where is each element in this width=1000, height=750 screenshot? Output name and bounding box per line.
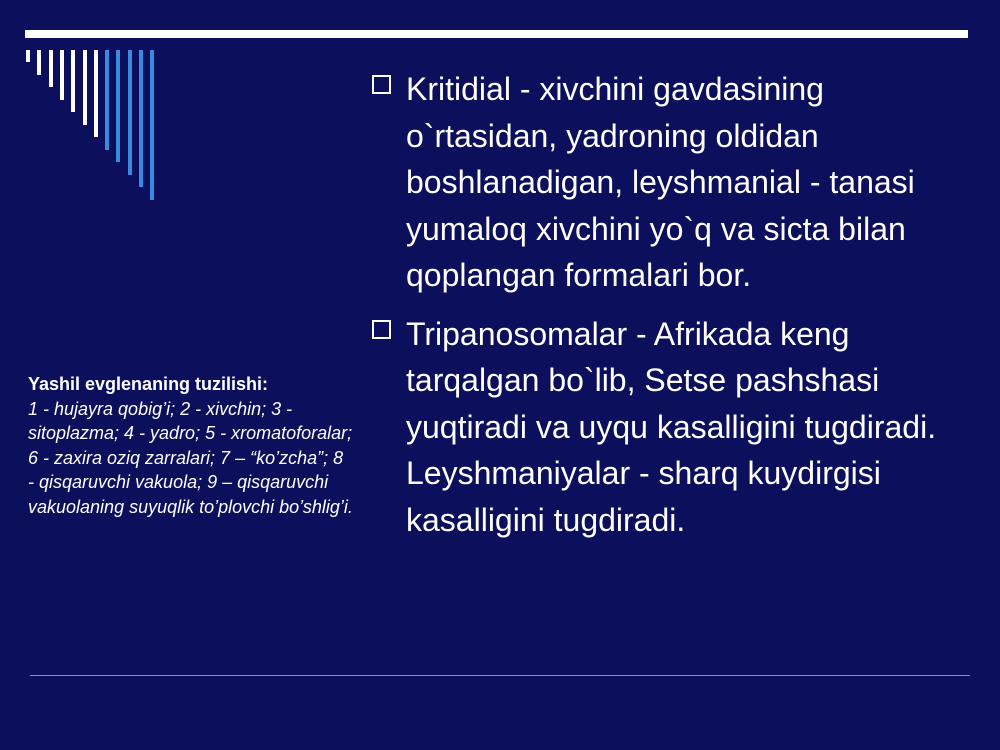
decorative-stripes bbox=[26, 50, 166, 205]
caption-title: Yashil evglenaning tuzilishi: bbox=[28, 374, 269, 394]
decorative-stripe bbox=[139, 50, 143, 187]
top-rule bbox=[25, 30, 968, 38]
bullet-text: Tripanosomalar - Afrikada keng tarqalgan bo`lib, Setse pashshasi yuqtiradi va uyqu kasalligini tugdiradi. Leyshmaniyalar - sharq kuydirgisi kasalligini tugdiradi. bbox=[406, 315, 937, 538]
decorative-stripe bbox=[60, 50, 64, 100]
decorative-stripe bbox=[116, 50, 120, 162]
figure-caption bbox=[28, 372, 353, 519]
decorative-stripe bbox=[83, 50, 87, 125]
hollow-square-bullet-icon bbox=[372, 320, 391, 339]
decorative-stripe bbox=[105, 50, 109, 150]
decorative-stripe bbox=[49, 50, 53, 87]
bullet-list bbox=[370, 66, 970, 555]
decorative-stripe bbox=[71, 50, 75, 112]
caption-body: 1 - hujayra qobig’i; 2 - xivchin; 3 - sitoplazma; 4 - yadro; 5 - xromatoforalar; 6 - zaxira oziq zarralari; 7 – “ko’zcha”; 8 - qisqaruvchi vakuola; 9 – qisqaruvchi vakuolaning suyuqlik to’plovchi bo’shlig’i. bbox=[28, 398, 353, 517]
decorative-stripe bbox=[37, 50, 41, 75]
decorative-stripe bbox=[26, 50, 30, 62]
bullet-text: Kritidial - xivchini gavdasining o`rtasidan, yadroning oldidan boshlanadigan, leyshmanial - tanasi yumaloq xivchini yo`q va sicta bilan qoplangan formalari bor. bbox=[406, 71, 915, 293]
bottom-rule bbox=[30, 675, 970, 676]
decorative-stripe bbox=[94, 50, 98, 137]
hollow-square-bullet-icon bbox=[372, 75, 391, 94]
decorative-stripe bbox=[128, 50, 132, 175]
decorative-stripe bbox=[150, 50, 154, 200]
bullet-item-kritidial bbox=[370, 66, 970, 299]
bullet-item-tripanosomalar bbox=[370, 311, 970, 544]
